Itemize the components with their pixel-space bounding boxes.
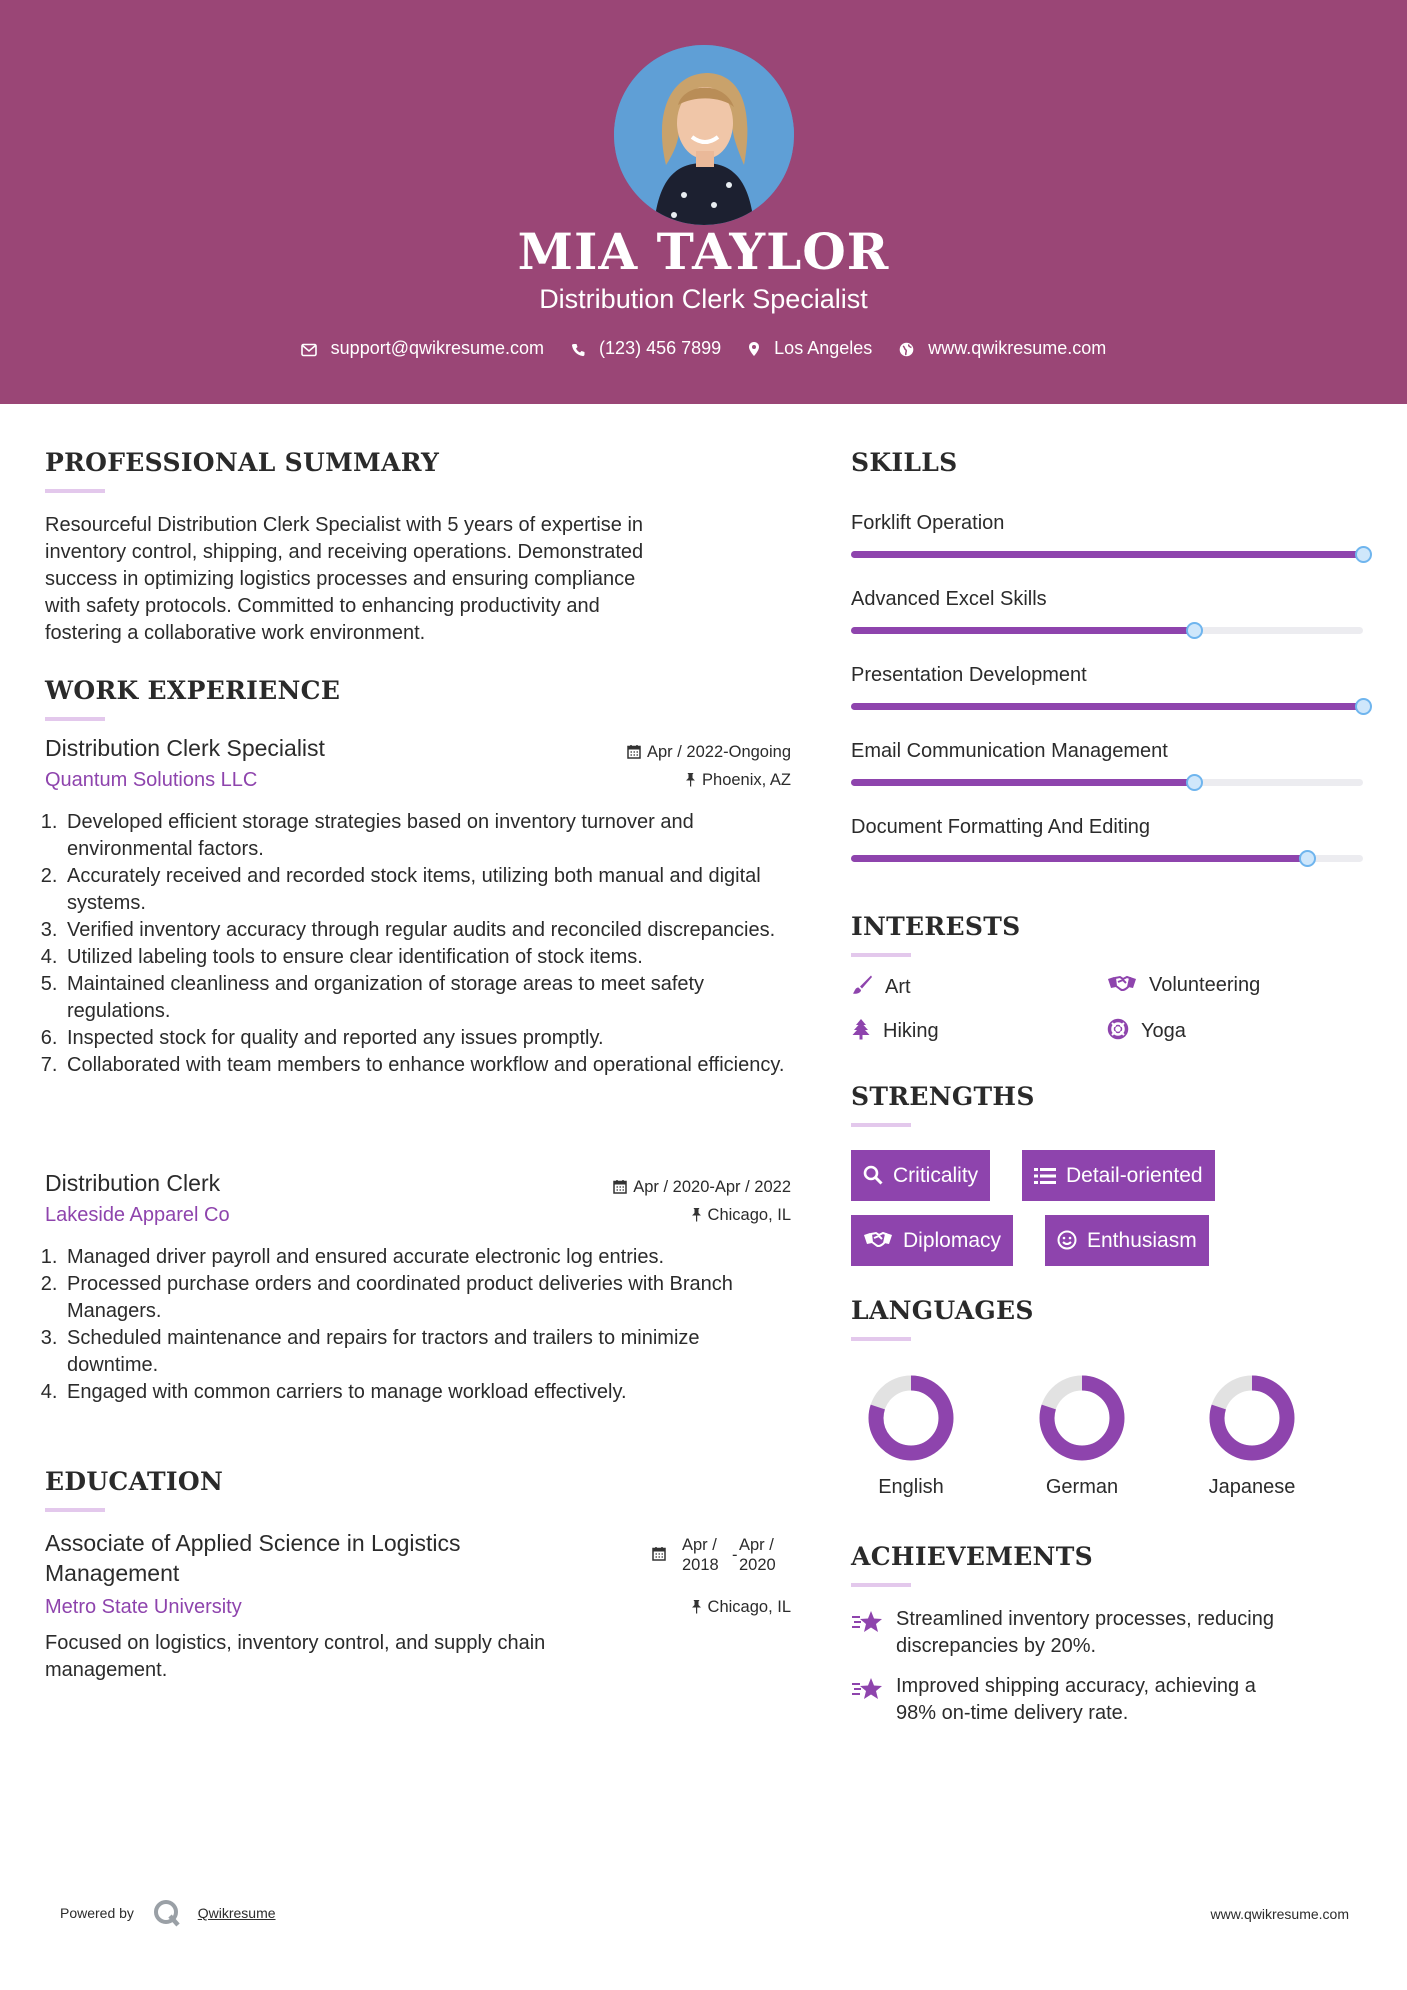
duty-item: 2. Accurately received and recorded stock items, utilizing both manual and digital systems.: [63, 863, 791, 917]
achievements-heading: ACHIEVEMENTS: [851, 1542, 1093, 1571]
language-donut: [866, 1373, 956, 1463]
skill-bar: [851, 779, 1363, 786]
skill-item: [851, 512, 1366, 588]
languages-section: [851, 1296, 1034, 1341]
summary-heading: PROFESSIONAL SUMMARY: [45, 448, 440, 477]
candidate-name: MIA TAYLOR: [517, 222, 890, 281]
company-name: Lakeside Apparel Co: [45, 1204, 230, 1226]
contact-phone[interactable]: [571, 338, 721, 359]
skills-heading: SKILLS: [851, 448, 958, 477]
globe-icon: [899, 342, 914, 357]
footer-powered-by: [60, 1898, 276, 1931]
degree-line: Management: [45, 1560, 180, 1586]
education-line: Focused on logistics, inventory control, and supply chain: [45, 1632, 546, 1654]
experience-section: [45, 676, 340, 721]
language-label: German: [1045, 1476, 1119, 1498]
job-entry: [45, 1170, 791, 1406]
shooting-star-icon: [851, 1676, 885, 1702]
experience-rule: [45, 717, 105, 721]
job-location-text: Chicago, IL: [707, 1206, 791, 1224]
list-icon: [1034, 1167, 1056, 1185]
skill-knob: [1355, 546, 1372, 563]
contact-email[interactable]: [301, 338, 544, 359]
contact-location: [748, 338, 872, 359]
lifebuoy-icon: [1107, 1018, 1129, 1040]
skill-label: Forklift Operation: [851, 512, 1005, 534]
job-dates-text: Apr / 2020-Apr / 2022: [633, 1178, 791, 1196]
duty-item: 2. Processed purchase orders and coordinated product deliveries with Branch Managers.: [63, 1271, 791, 1325]
duty-item: 5. Maintained cleanliness and organization of storage areas to meet safety regulations.: [63, 971, 791, 1025]
interest-label: Art: [885, 976, 911, 998]
education-entry: [45, 1528, 791, 1708]
degree-title: [45, 1528, 791, 1588]
strengths-heading: STRENGTHS: [851, 1082, 1035, 1111]
powered-by-text: Powered by: [60, 1905, 134, 1922]
calendar-icon: [652, 1546, 666, 1561]
education-section: [45, 1467, 223, 1512]
job-location: [685, 771, 791, 790]
skill-label: Advanced Excel Skills: [851, 588, 1047, 610]
shooting-star-icon: [851, 1609, 885, 1635]
footer-website[interactable]: www.qwikresume.com: [1210, 1906, 1349, 1922]
education-end-year: 2020: [739, 1556, 776, 1574]
skill-fill: [851, 551, 1363, 558]
company-name: Quantum Solutions LLC: [45, 769, 258, 791]
school-name: Metro State University: [45, 1596, 242, 1618]
handshake-icon: [863, 1230, 893, 1250]
skill-knob: [1355, 698, 1372, 715]
achievement-line: 98% on-time delivery rate.: [896, 1702, 1129, 1724]
contact-website-text: www.qwikresume.com: [928, 337, 1107, 358]
job-location-text: Phoenix, AZ: [702, 771, 791, 789]
education-location-text: Chicago, IL: [707, 1598, 791, 1616]
summary-line: inventory control, shipping, and receiving operations. Demonstrated: [45, 541, 644, 563]
achievements-section: [851, 1542, 1093, 1587]
education-end-month: Apr /: [739, 1536, 774, 1554]
strength-label: Criticality: [893, 1164, 979, 1187]
smile-icon: [1057, 1230, 1077, 1250]
education-heading: EDUCATION: [45, 1467, 224, 1496]
envelope-icon: [301, 343, 317, 357]
interest-label: Volunteering: [1149, 974, 1261, 996]
job-location: [691, 1206, 791, 1225]
interest-item: [851, 1018, 939, 1043]
job-dates: [627, 743, 791, 762]
contact-phone-text: (123) 456 7899: [599, 337, 722, 358]
language-label: English: [878, 1476, 944, 1498]
achievements-rule: [851, 1583, 911, 1587]
interest-item: [1107, 1018, 1186, 1043]
languages-heading: LANGUAGES: [851, 1296, 1034, 1325]
calendar-icon: [613, 1179, 627, 1194]
skill-knob: [1299, 850, 1316, 867]
education-dates: [682, 1535, 791, 1575]
education-rule: [45, 1508, 105, 1512]
qwikresume-logo-icon: [152, 1898, 182, 1931]
strength-badge: [1022, 1150, 1215, 1201]
summary-line: with safety protocols. Committed to enhancing productivity and: [45, 595, 600, 617]
achievement-item: [851, 1606, 1366, 1660]
resume-header: [0, 0, 1407, 404]
interest-item: [851, 974, 911, 999]
skill-knob: [1186, 774, 1203, 791]
education-location: [691, 1598, 791, 1617]
interests-rule: [851, 953, 911, 957]
summary-rule: [45, 489, 105, 493]
profile-photo: [614, 45, 794, 225]
strength-badge: [851, 1150, 990, 1201]
skill-item: [851, 664, 1366, 740]
language-item: [1022, 1373, 1142, 1499]
strength-label: Diplomacy: [903, 1229, 1002, 1252]
achievement-line: discrepancies by 20%.: [896, 1635, 1097, 1657]
duty-item: 6. Inspected stock for quality and reported any issues promptly.: [63, 1025, 791, 1052]
strengths-section: [851, 1082, 1035, 1127]
pushpin-icon: [691, 1207, 702, 1222]
education-start: [682, 1535, 732, 1575]
duty-item: 1. Managed driver payroll and ensured accurate electronic log entries.: [63, 1244, 791, 1271]
duty-item: 4. Utilized labeling tools to ensure clear identification of stock items.: [63, 944, 791, 971]
language-donut: [1037, 1373, 1127, 1463]
skill-fill: [851, 703, 1363, 710]
education-end: [739, 1535, 791, 1575]
search-icon: [863, 1165, 883, 1185]
skill-bar: [851, 627, 1363, 634]
skill-label: Email Communication Management: [851, 740, 1168, 762]
job-dates: [613, 1178, 791, 1197]
duty-item: 3. Verified inventory accuracy through regular audits and reconciled discrepancies.: [63, 917, 791, 944]
contact-website[interactable]: [899, 338, 1106, 359]
skill-fill: [851, 855, 1307, 862]
summary-line: fostering a collaborative work environment.: [45, 622, 426, 644]
tree-icon: [851, 1018, 871, 1040]
summary-section: [45, 448, 439, 493]
duty-list: [45, 1244, 791, 1406]
degree-line: Associate of Applied Science in Logistics: [45, 1530, 461, 1556]
strength-label: Detail-oriented: [1066, 1164, 1203, 1187]
skill-item: [851, 588, 1366, 664]
job-title: Distribution Clerk: [45, 1170, 221, 1196]
job-title: Distribution Clerk Specialist: [45, 735, 325, 761]
strength-badge: [851, 1215, 1013, 1266]
interests-heading: INTERESTS: [851, 912, 1021, 941]
summary-text: [45, 512, 791, 647]
achievement-line: Improved shipping accuracy, achieving a: [896, 1675, 1256, 1697]
pushpin-icon: [691, 1599, 702, 1614]
candidate-title: Distribution Clerk Specialist: [539, 284, 868, 314]
language-donut: [1207, 1373, 1297, 1463]
skill-bar: [851, 703, 1363, 710]
skill-label: Presentation Development: [851, 664, 1087, 686]
strengths-rule: [851, 1123, 911, 1127]
skill-knob: [1186, 622, 1203, 639]
education-start-month: Apr /: [682, 1536, 717, 1554]
summary-line: Resourceful Distribution Clerk Specialist with 5 years of expertise in: [45, 514, 644, 536]
job-dates-text: Apr / 2022-Ongoing: [646, 743, 791, 761]
contact-location-text: Los Angeles: [774, 337, 873, 358]
skill-fill: [851, 627, 1194, 634]
interests-section: [851, 912, 1020, 957]
map-pin-icon: [748, 341, 760, 357]
strength-badge: [1045, 1215, 1209, 1266]
achievement-line: Streamlined inventory processes, reducing: [896, 1608, 1274, 1630]
handshake-icon: [1107, 974, 1137, 994]
skill-bar: [851, 551, 1363, 558]
duty-item: 3. Scheduled maintenance and repairs for tractors and trailers to minimize downtime.: [63, 1325, 791, 1379]
interest-label: Hiking: [883, 1020, 939, 1042]
summary-line: success in optimizing logistics processes and ensuring compliance: [45, 568, 636, 590]
achievement-item: [851, 1673, 1366, 1727]
duty-item: 1. Developed efficient storage strategies based on inventory turnover and environmental factors.: [63, 809, 791, 863]
job-entry: [45, 735, 791, 1079]
language-item: [1192, 1373, 1312, 1499]
education-description: [45, 1630, 791, 1684]
skill-bar: [851, 855, 1363, 862]
phone-icon: [571, 343, 585, 357]
duty-list: [45, 809, 791, 1079]
language-label: Japanese: [1208, 1476, 1296, 1498]
calendar-icon: [627, 744, 641, 759]
skill-item: [851, 740, 1366, 816]
strength-label: Enthusiasm: [1087, 1229, 1197, 1252]
language-item: [851, 1373, 971, 1499]
education-date-dash: -: [732, 1546, 738, 1564]
skills-list: [851, 512, 1366, 892]
skill-fill: [851, 779, 1194, 786]
interest-item: [1107, 974, 1260, 997]
skill-item: [851, 816, 1366, 892]
languages-rule: [851, 1337, 911, 1341]
education-start-year: 2018: [682, 1556, 719, 1574]
duty-item: 7. Collaborated with team members to enhance workflow and operational efficiency.: [63, 1052, 791, 1079]
contact-bar: [0, 337, 1407, 359]
paintbrush-icon: [851, 974, 873, 996]
experience-heading: WORK EXPERIENCE: [45, 676, 341, 705]
duty-item: 4. Engaged with common carriers to manage workload effectively.: [63, 1379, 791, 1406]
education-line: management.: [45, 1659, 168, 1681]
contact-email-text: support@qwikresume.com: [330, 337, 545, 358]
pushpin-icon: [685, 772, 696, 787]
qwikresume-link[interactable]: Qwikresume: [197, 1905, 276, 1922]
interest-label: Yoga: [1141, 1020, 1186, 1042]
skills-section: [851, 448, 958, 477]
skill-label: Document Formatting And Editing: [851, 816, 1151, 838]
